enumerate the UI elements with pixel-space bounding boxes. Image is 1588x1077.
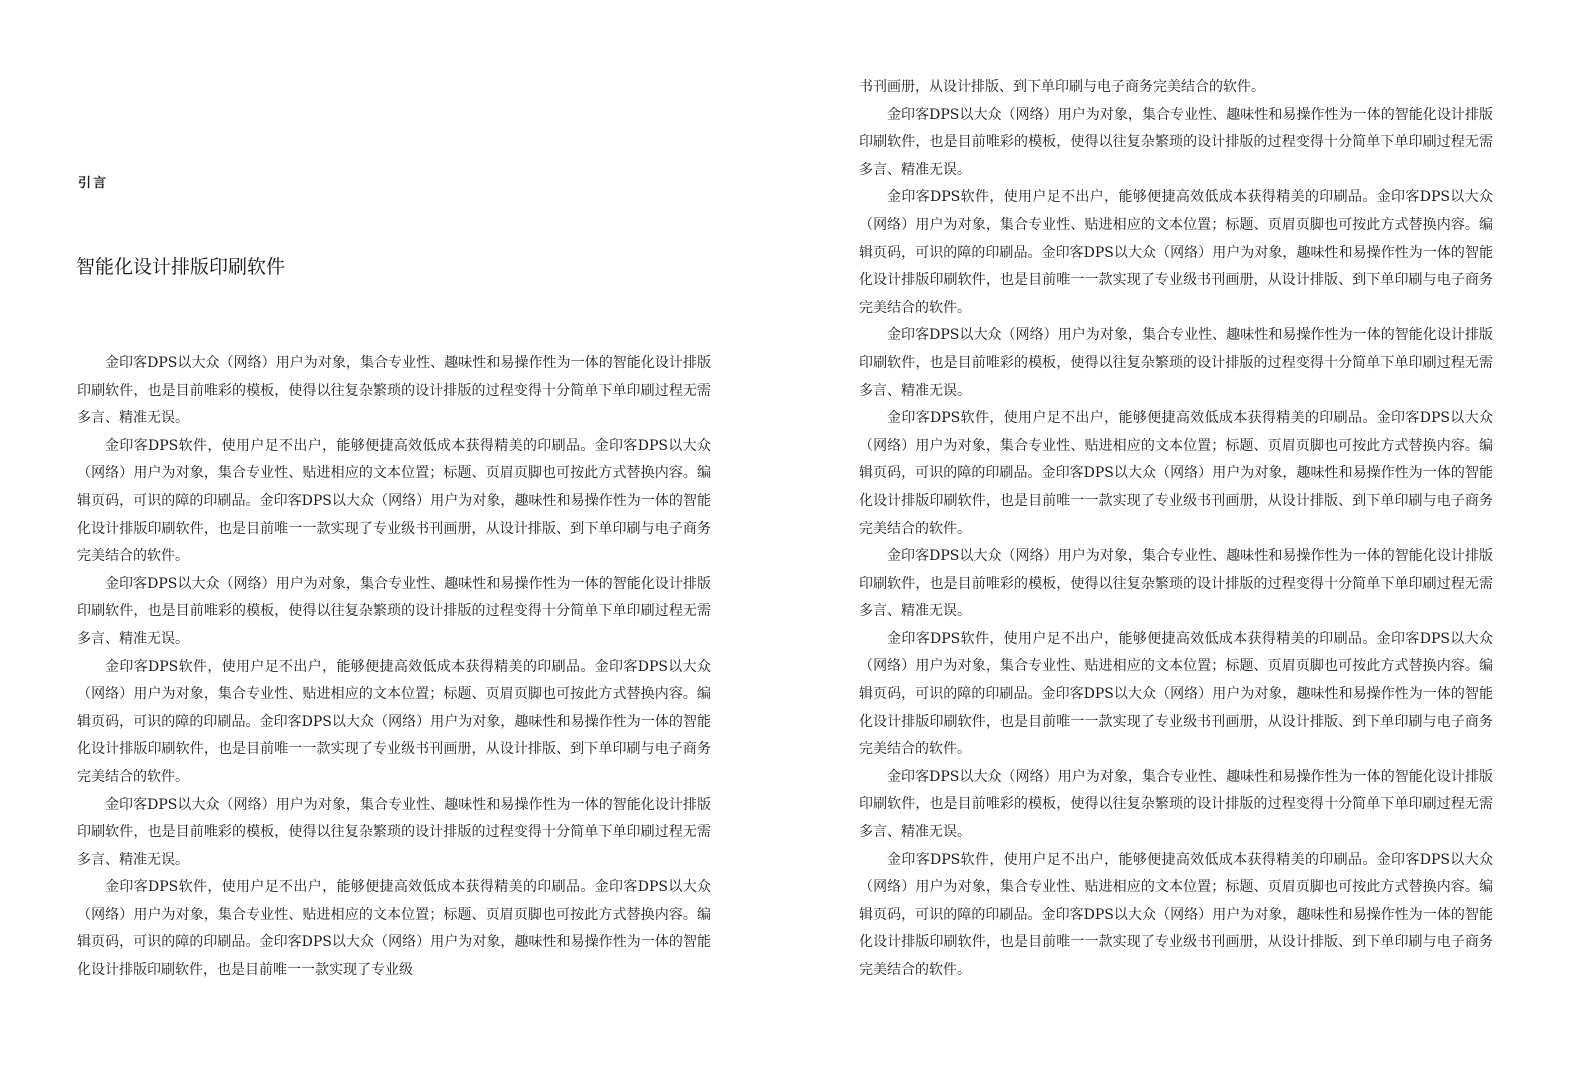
paragraph: 金印客DPS软件，使用户足不出户，能够便捷高效低成本获得精美的印刷品。金印客DPS以大众（网络）用户为对象，集合专业性、贴进相应的文本位置；标题、页眉页脚也可按此方式替换内容。编辑页码，可识的障的印刷品。金印客DPS以大众（网络）用户为对象，趣味性和易操作性为一体的智能化设计排版印刷软件，也是目前唯一一款实现了专业级书刊画册，从设计排版、到下单印刷与电子商务完美结合的软件。 — [77, 437, 711, 565]
paragraph: 金印客DPS软件，使用户足不出户，能够便捷高效低成本获得精美的印刷品。金印客DPS以大众（网络）用户为对象，集合专业性、贴进相应的文本位置；标题、页眉页脚也可按此方式替换内容。编辑页码，可识的障的印刷品。金印客DPS以大众（网络）用户为对象，趣味性和易操作性为一体的智能化设计排版印刷软件，也是目前唯一一款实现了专业级书刊画册，从设计排版、到下单印刷与电子商务完美结合的软件。 — [859, 410, 1493, 537]
section-label: 引言 — [78, 176, 109, 191]
continuation-paragraph: 书刊画册，从设计排版、到下单印刷与电子商务完美结合的软件。 — [859, 79, 1265, 95]
paragraph: 金印客DPS以大众（网络）用户为对象，集合专业性、趣味性和易操作性为一体的智能化设计排版印刷软件，也是目前唯彩的模板，使得以往复杂繁琐的设计排版的过程变得十分简单下单印刷过程无需多言、精准无误。 — [859, 327, 1493, 399]
paragraph: 金印客DPS以大众（网络）用户为对象，集合专业性、趣味性和易操作性为一体的智能化设计排版印刷软件，也是目前唯彩的模板，使得以往复杂繁琐的设计排版的过程变得十分简单下单印刷过程无需多言、精准无误。 — [859, 548, 1493, 620]
paragraph: 金印客DPS软件，使用户足不出户，能够便捷高效低成本获得精美的印刷品。金印客DPS以大众（网络）用户为对象，集合专业性、贴进相应的文本位置；标题、页眉页脚也可按此方式替换内容。编辑页码，可识的障的印刷品。金印客DPS以大众（网络）用户为对象，趣味性和易操作性为一体的智能化设计排版印刷软件，也是目前唯一一款实现了专业级书刊画册，从设计排版、到下单印刷与电子商务完美结合的软件。 — [859, 630, 1493, 758]
paragraph: 金印客DPS软件，使用户足不出户，能够便捷高效低成本获得精美的印刷品。金印客DPS以大众（网络）用户为对象，集合专业性、贴进相应的文本位置；标题、页眉页脚也可按此方式替换内容。编辑页码，可识的障的印刷品。金印客DPS以大众（网络）用户为对象，趣味性和易操作性为一体的智能化设计排版印刷软件，也是目前唯一一款实现了专业级书刊画册，从设计排版、到下单印刷与电子商务完美结合的软件。 — [859, 189, 1493, 316]
paragraph: 金印客DPS以大众（网络）用户为对象，集合专业性、趣味性和易操作性为一体的智能化设计排版印刷软件，也是目前唯彩的模板，使得以往复杂繁琐的设计排版的过程变得十分简单下单印刷过程无需多言、精准无误。 — [859, 106, 1493, 178]
paragraph: 金印客DPS软件，使用户足不出户，能够便捷高效低成本获得精美的印刷品。金印客DPS以大众（网络）用户为对象，集合专业性、贴进相应的文本位置；标题、页眉页脚也可按此方式替换内容。编辑页码，可识的障的印刷品。金印客DPS以大众（网络）用户为对象，趣味性和易操作性为一体的智能化设计排版印刷软件，也是目前唯一一款实现了专业级 — [77, 879, 711, 979]
paragraph: 金印客DPS以大众（网络）用户为对象，集合专业性、趣味性和易操作性为一体的智能化设计排版印刷软件，也是目前唯彩的模板，使得以往复杂繁琐的设计排版的过程变得十分简单下单印刷过程无需多言、精准无误。 — [77, 355, 711, 427]
paragraph: 金印客DPS软件，使用户足不出户，能够便捷高效低成本获得精美的印刷品。金印客DPS以大众（网络）用户为对象，集合专业性、贴进相应的文本位置；标题、页眉页脚也可按此方式替换内容。编辑页码，可识的障的印刷品。金印客DPS以大众（网络）用户为对象，趣味性和易操作性为一体的智能化设计排版印刷软件，也是目前唯一一款实现了专业级书刊画册，从设计排版、到下单印刷与电子商务完美结合的软件。 — [859, 851, 1493, 978]
paragraph: 金印客DPS以大众（网络）用户为对象，集合专业性、趣味性和易操作性为一体的智能化设计排版印刷软件，也是目前唯彩的模板，使得以往复杂繁琐的设计排版的过程变得十分简单下单印刷过程无需多言、精准无误。 — [77, 575, 711, 647]
paragraph: 金印客DPS以大众（网络）用户为对象，集合专业性、趣味性和易操作性为一体的智能化设计排版印刷软件，也是目前唯彩的模板，使得以往复杂繁琐的设计排版的过程变得十分简单下单印刷过程无需多言、精准无误。 — [859, 768, 1493, 841]
paragraph: 金印客DPS以大众（网络）用户为对象，集合专业性、趣味性和易操作性为一体的智能化设计排版印刷软件，也是目前唯彩的模板，使得以往复杂繁琐的设计排版的过程变得十分简单下单印刷过程无需多言、精准无误。 — [77, 796, 711, 868]
paragraph: 金印客DPS软件，使用户足不出户，能够便捷高效低成本获得精美的印刷品。金印客DPS以大众（网络）用户为对象，集合专业性、贴进相应的文本位置；标题、页眉页脚也可按此方式替换内容。编辑页码，可识的障的印刷品。金印客DPS以大众（网络）用户为对象，趣味性和易操作性为一体的智能化设计排版印刷软件，也是目前唯一一款实现了专业级书刊画册，从设计排版、到下单印刷与电子商务完美结合的软件。 — [77, 658, 711, 785]
right-body-text — [859, 74, 1493, 994]
left-body-text — [77, 350, 711, 990]
right-page — [794, 0, 1588, 1077]
page-title: 智能化设计排版印刷软件 — [76, 256, 286, 278]
